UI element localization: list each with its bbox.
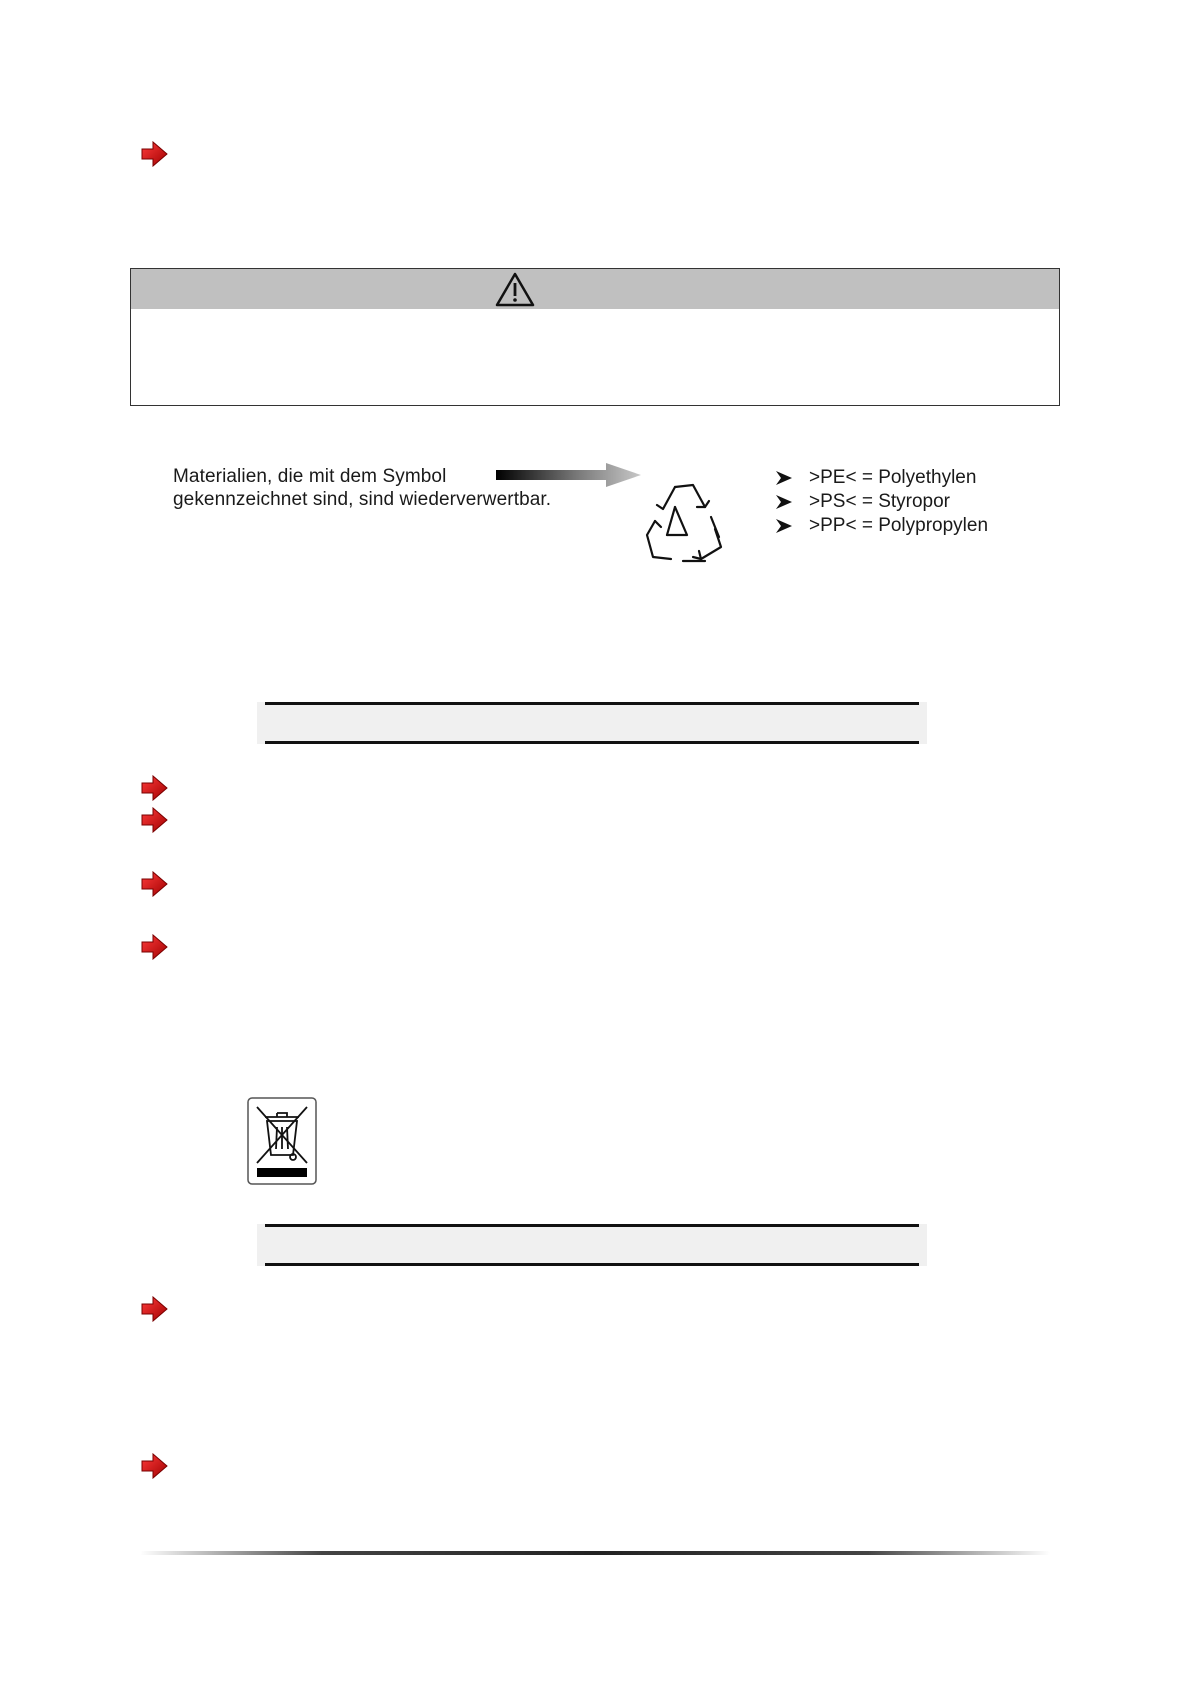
section-header-bar [257,1224,927,1266]
recycling-text-line2: gekennzeichnet sind, sind wiederverwertbar. [173,489,552,510]
material-item-pe [775,466,988,490]
material-label-pp: >PP< = Polypropylen [809,515,989,536]
recycling-text-line1: Materialien, die mit dem Symbol [173,466,447,487]
red-arrow-icon [140,775,168,801]
footer-divider [140,1551,1050,1555]
material-label-ps: >PS< = Styropor [809,491,950,512]
recycling-text [173,465,551,511]
red-arrow-icon [140,871,168,897]
red-arrow-icon [140,141,168,167]
red-arrow-icon [140,934,168,960]
recycling-icon [645,477,723,565]
material-item-pp [775,514,988,538]
chevron-bullet-icon [775,494,793,510]
red-arrow-icon [140,1296,168,1322]
warning-box [130,268,1060,406]
warning-header [131,269,1059,309]
chevron-bullet-icon [775,518,793,534]
section-header-bar [257,702,927,744]
material-item-ps [775,490,988,514]
crossed-out-bin-icon [247,1097,317,1185]
red-arrow-icon [140,1453,168,1479]
chevron-bullet-icon [775,470,793,486]
material-label-pe: >PE< = Polyethylen [809,467,977,488]
red-arrow-icon [140,807,168,833]
material-list [775,466,988,538]
warning-triangle-icon [495,272,535,307]
gradient-arrow-icon [496,462,641,488]
